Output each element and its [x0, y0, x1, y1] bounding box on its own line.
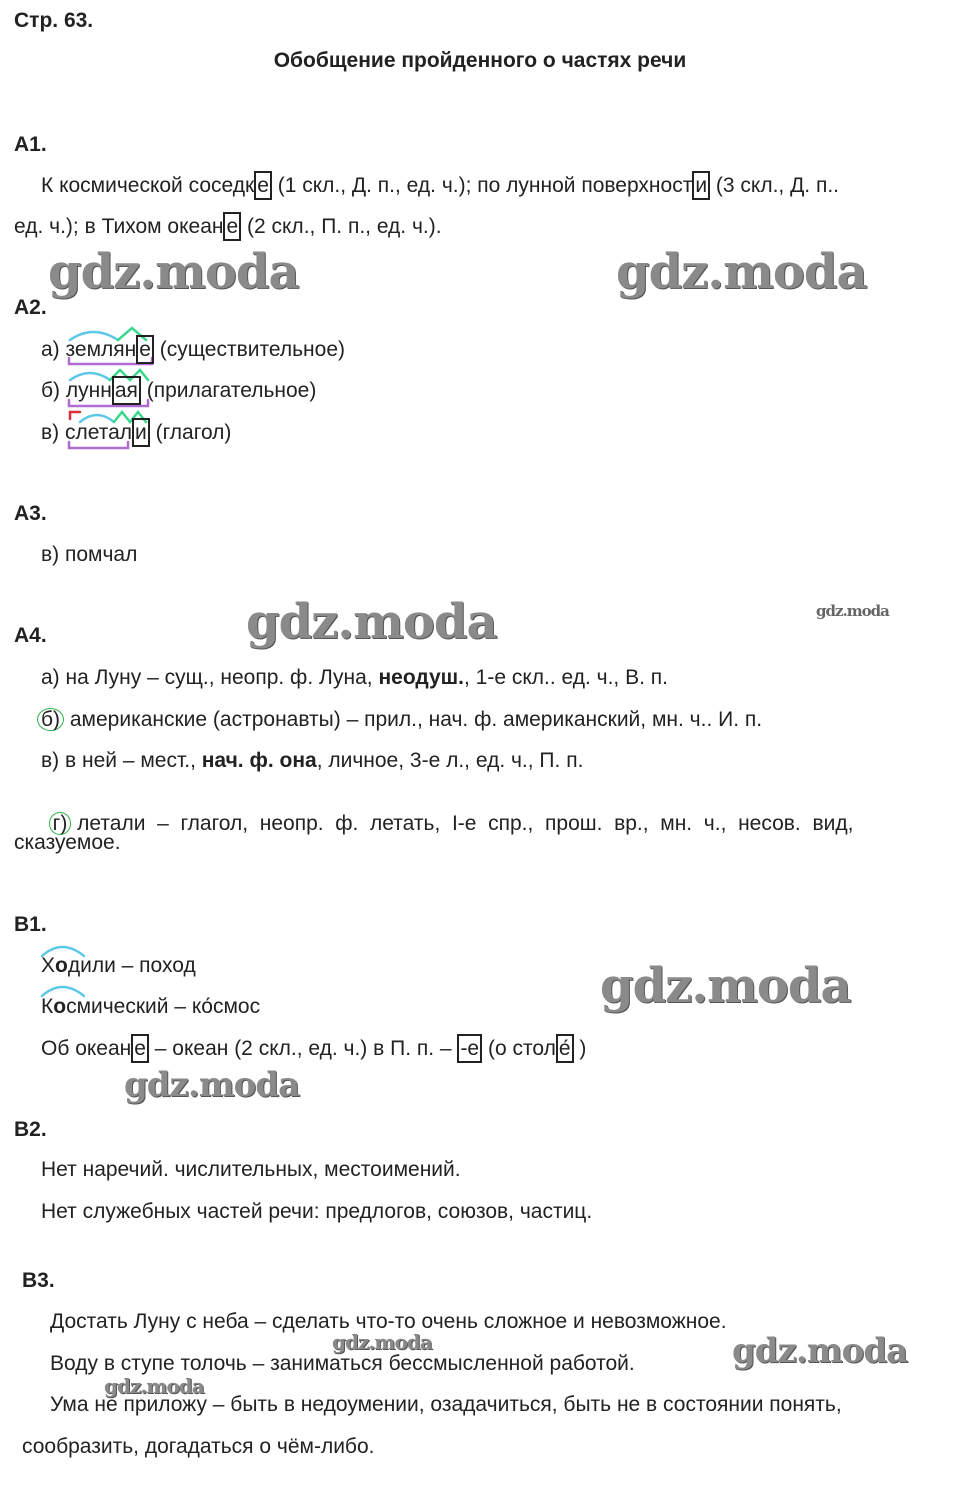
a1-text: К космической соседк [41, 174, 255, 197]
page-title: Обобщение пройденного о частях речи [273, 49, 687, 72]
b1-text: Об океан [41, 1037, 132, 1060]
a4-item-a [41, 667, 668, 688]
word-stem: слетал [64, 421, 133, 444]
watermark: gdz.moda [332, 1330, 432, 1354]
b1-text: дили – поход [67, 954, 196, 977]
ending-box: е [136, 335, 154, 364]
b1-text: (о стол [482, 1037, 556, 1060]
watermark: gdz.moda [616, 244, 867, 300]
circled-letter: г) [49, 812, 72, 835]
part-of-speech: (глагол) [149, 421, 232, 444]
a4-text: летали – глагол, неопр. ф. летать, I-е спр., прош. вр., мн. ч., несов. вид, [71, 812, 854, 835]
a1-line-1 [41, 174, 839, 197]
b1-line-3 [41, 1037, 586, 1060]
watermark: gdz.moda [124, 1065, 300, 1105]
section-b1-header: В1. [14, 913, 47, 936]
b1-line-2 [41, 996, 260, 1017]
ending-box: ая [112, 376, 141, 405]
a4-item-v [41, 750, 583, 771]
a4-item-g-cont: сказуемое. [14, 831, 121, 854]
ending-box: -е [457, 1034, 482, 1063]
a4-text: , личное, 3-е л., ед. ч., П. п. [316, 749, 584, 772]
a1-text: (3 скл., Д. п.. [710, 174, 840, 197]
unstressed-vowel: о [53, 995, 67, 1018]
ending-box: и [132, 418, 150, 447]
b3-line-3: Ума не приложу – быть в недоумении, озадачиться, быть не в состоянии понять, [50, 1393, 842, 1416]
part-of-speech: (прилагательное) [140, 379, 317, 402]
page-number: Стр. 63. [14, 9, 94, 32]
item-letter: б) [41, 379, 66, 402]
a1-text: (2 скл., П. п., ед. ч.). [241, 215, 442, 238]
b2-line-2: Нет служебных частей речи: предлогов, союзов, частиц. [41, 1200, 593, 1223]
section-a2-header: А2. [14, 296, 47, 319]
a1-line-2 [14, 215, 442, 238]
ending-box: е [223, 212, 241, 241]
a3-answer: в) помчал [41, 543, 138, 566]
ending-box: и [692, 171, 710, 200]
section-b3-header: В3. [22, 1269, 55, 1292]
a2-item [41, 338, 345, 361]
watermark: gdz.moda [246, 594, 497, 650]
prefix-mark [70, 412, 80, 419]
circled-letter: б) [37, 708, 64, 731]
a1-text: (1 скл., Д. п., ед. ч.); по лунной поверхност [271, 174, 693, 197]
section-a1-header: А1. [14, 133, 47, 156]
a4-text: , 1-е скл.. ед. ч., В. п. [463, 666, 668, 689]
b1-text: смический – ко́смос [66, 995, 261, 1018]
b3-line-2: Воду в ступе толочь – заниматься бессмысленной работой. [50, 1352, 635, 1375]
b1-text: ) [573, 1037, 587, 1060]
a4-bold: нач. ф. она [201, 749, 317, 772]
ending-box: е [254, 171, 272, 200]
watermark: gdz.moda [104, 1374, 204, 1398]
section-a4-header: А4. [14, 624, 47, 647]
b2-line-1: Нет наречий. числительных, местоимений. [41, 1158, 461, 1181]
b1-text: – океан (2 скл., ед. ч.) в П. п. – [148, 1037, 458, 1060]
word-stem: лунн [65, 379, 112, 402]
word-stem: землян [65, 338, 137, 361]
item-letter: в) [41, 421, 65, 444]
unstressed-vowel: о [55, 954, 68, 977]
a4-text: американские (астронавты) – прил., нач. ф. американский, мн. ч.. И. п. [64, 708, 763, 731]
watermark: gdz.moda [48, 244, 299, 300]
a4-text: а) на Луну – сущ., неопр. ф. Луна, [41, 666, 379, 689]
a2-item [41, 379, 316, 402]
b3-line-1: Достать Луну с неба – сделать что-то очень сложное и невозможное. [50, 1310, 727, 1333]
item-letter: а) [41, 338, 66, 361]
b3-line-4: сообразить, догадаться о чём-либо. [22, 1435, 375, 1458]
a2-item [41, 421, 231, 444]
section-a3-header: А3. [14, 502, 47, 525]
part-of-speech: (существительное) [153, 338, 345, 361]
a4-bold: неодуш. [378, 666, 464, 689]
section-b2-header: В2. [14, 1118, 47, 1141]
a4-item-g [41, 791, 853, 835]
ending-box: е [131, 1034, 149, 1063]
watermark: gdz.moda [816, 602, 889, 620]
watermark: gdz.moda [600, 958, 851, 1014]
ending-box: е́ [556, 1034, 574, 1063]
b1-text: Х [41, 954, 56, 977]
a1-text: ед. ч.); в Тихом океан [14, 215, 224, 238]
watermark: gdz.moda [732, 1331, 908, 1371]
a4-item-b [41, 708, 762, 731]
a4-text: в) в ней – мест., [41, 749, 202, 772]
b1-text: К [41, 995, 54, 1018]
b1-line-1 [41, 955, 196, 976]
